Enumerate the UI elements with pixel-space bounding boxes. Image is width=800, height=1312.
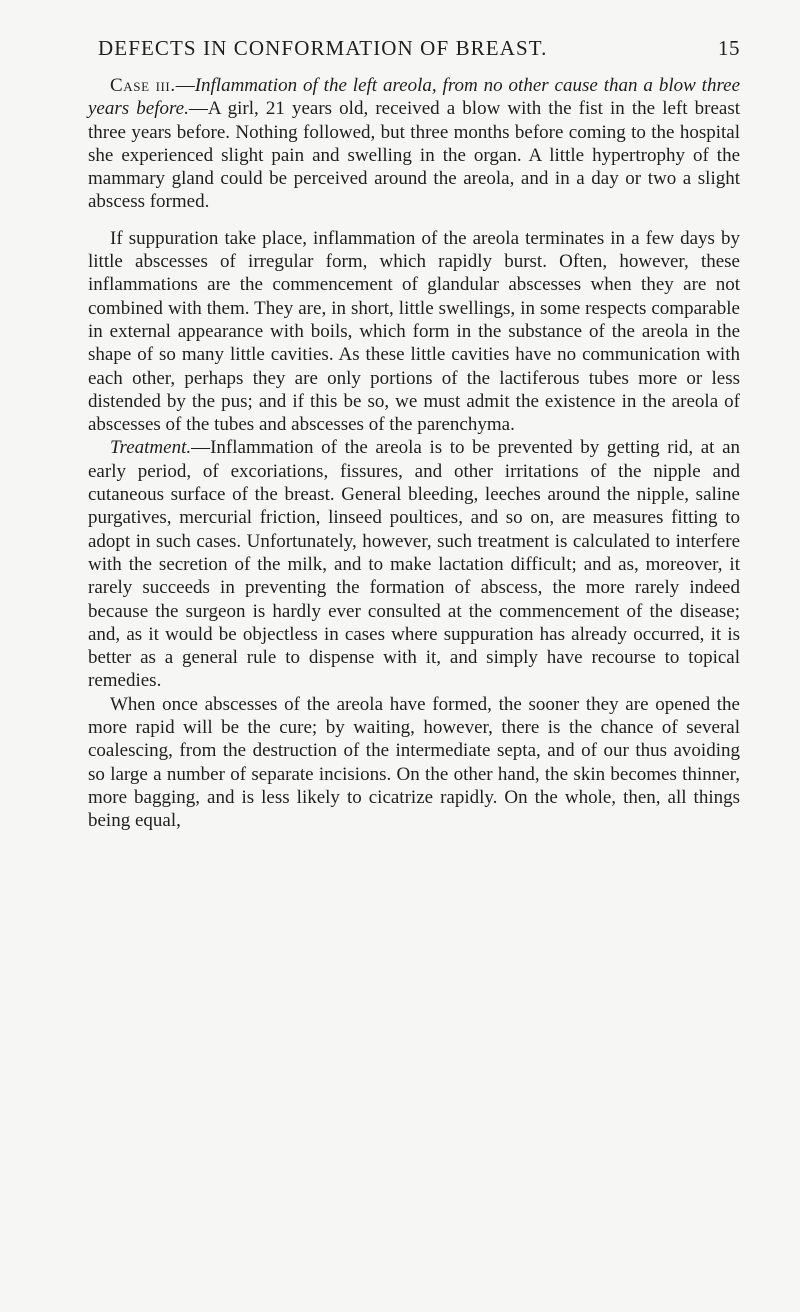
- treatment-heading: Treatment.: [110, 437, 192, 459]
- treatment-paragraph: [88, 436, 740, 692]
- suppuration-paragraph: If suppuration take place, inflammation of the areola terminates in a few days by little abscesses of irregular form, which rapidly burst. Often, however, these inflammations are the commencement of glandular abscesses when they are not combined with them. They are, in short, little swellings, in some respects comparable in external appearance with boils, which form in the substance of the areola in the shape of so many little cavities. As these little cavities have no communication with each other, perhaps they are only portions of the lactiferous tubes more or less distended by the pus; and if this be so, we must admit the existence in the areola of abscesses of the tubes and abscesses of the parenchyma.: [88, 227, 740, 436]
- case-title: Inflammation of the left areola, from no other cause than a blow three years before.: [88, 75, 741, 120]
- case-text: —A girl, 21 years old, received a blow with the fist in the left breast three years before. Nothing followed, but three months before coming to the hospital she experienced slight pain and swelling in the organ. A little hypertrophy of the mammary gland could be perceived around the areola, and in a day or two a slight abscess formed.: [88, 98, 741, 213]
- case-number: iii.: [155, 75, 176, 96]
- running-title: DEFECTS IN CONFORMATION OF BREAST.: [98, 36, 548, 60]
- case-dash: —: [175, 75, 195, 96]
- running-head: [88, 36, 740, 66]
- book-page: [88, 0, 740, 1312]
- treatment-text: —Inflammation of the areola is to be prevented by getting rid, at an early period, of excoriations, fissures, and other irritations of the nipple and cutaneous surface of the breast. General bleeding, leeches around the nipple, saline purgatives, mercurial friction, linseed poultices, and so on, are measures fitting to adopt in such cases. Unfortunately, however, such treatment is calculated to interfere with the secretion of the milk, and to make lactation difficult; and as, moreover, it rarely succeeds in preventing the formation of abscess, the more rarely indeed because the surgeon is hardly ever consulted at the commencement of the disease; and, as it would be objectless in cases where suppuration has already occurred, it is better as a general rule to dispense with it, and simply have recourse to topical remedies.: [88, 437, 740, 692]
- body-text: [88, 74, 740, 833]
- case-paragraph: [88, 74, 740, 214]
- case-label: Case: [110, 75, 150, 96]
- abscess-paragraph: When once abscesses of the areola have formed, the sooner they are opened the more rapid will be the cure; by waiting, however, there is the chance of several coalescing, from the destruction of the intermediate septa, and of our thus avoiding so large a number of separate incisions. On the other hand, the skin becomes thinner, more bagging, and is less likely to cicatrize rapidly. On the whole, then, all things being equal,: [88, 693, 740, 832]
- page-number: 15: [718, 36, 740, 60]
